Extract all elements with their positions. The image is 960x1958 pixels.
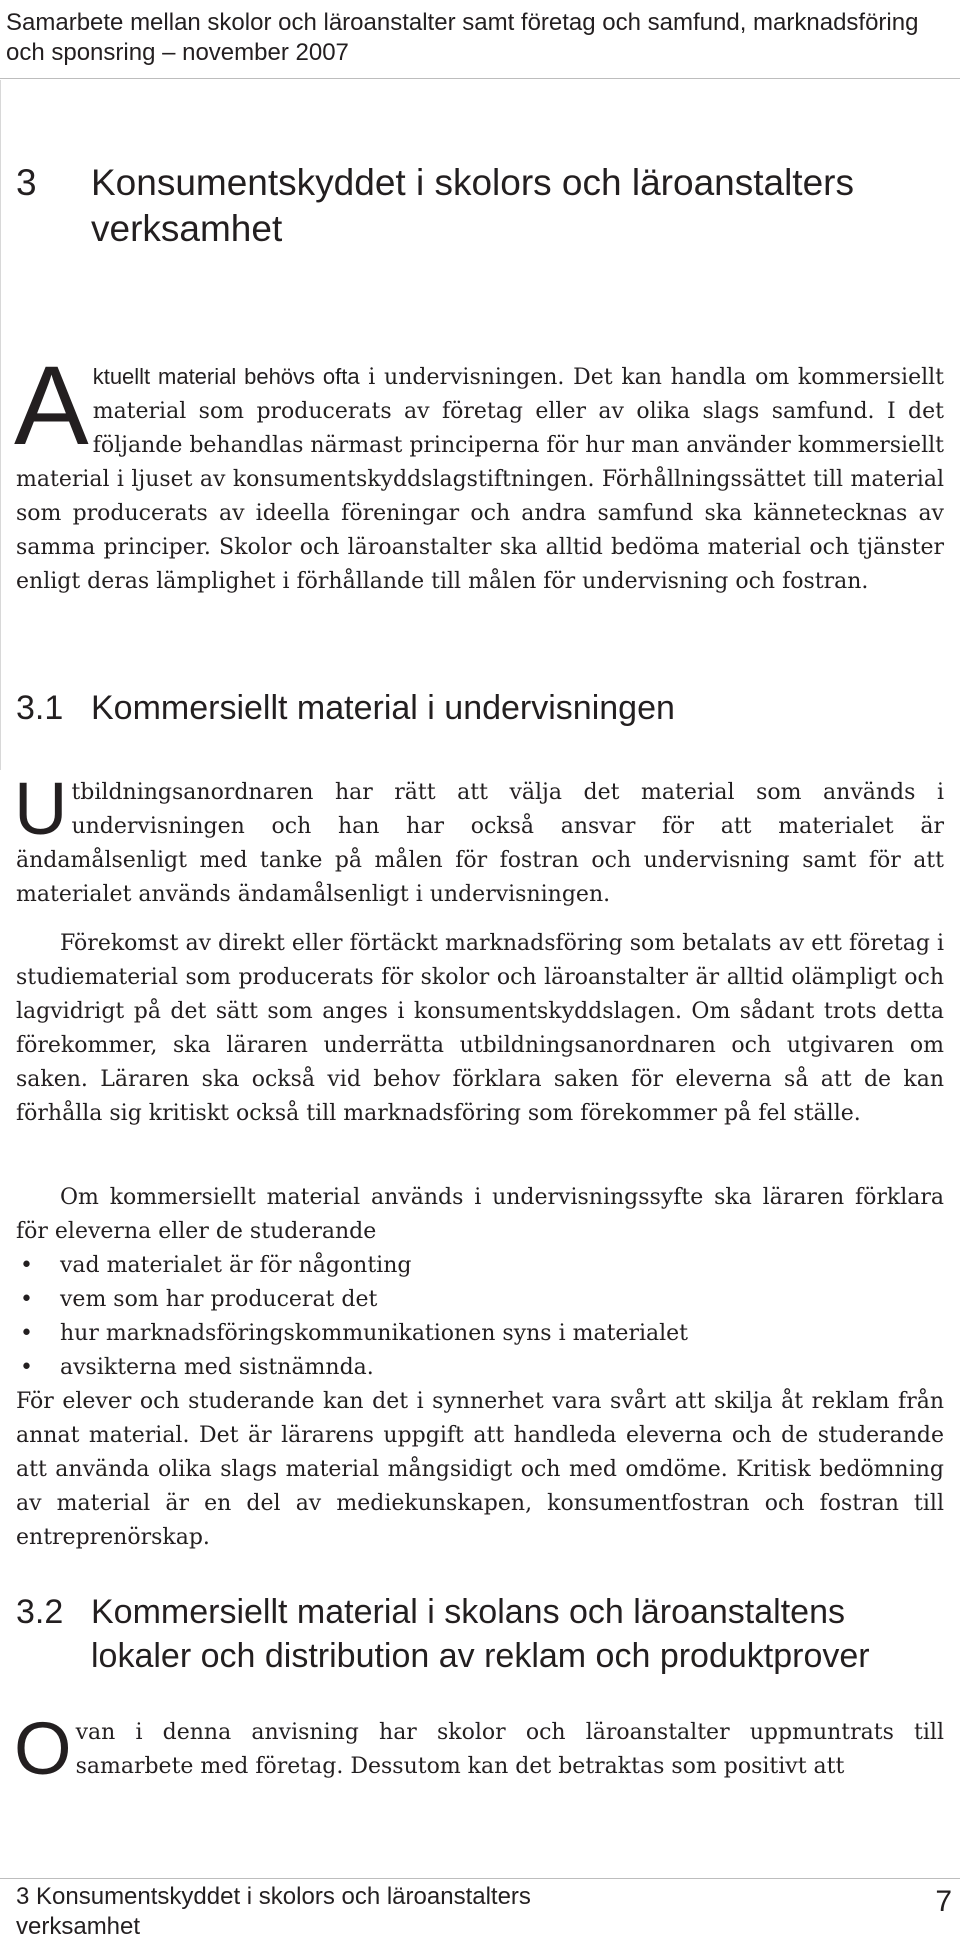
chapter-heading: [16, 160, 936, 252]
section-3-2-paragraph-1: [14, 1707, 944, 1790]
footer-chapter-label: 3 Konsumentskyddet i skolors och läroanstalters verksamhet: [16, 1883, 531, 1940]
list-item-text: avsikterna med sistnämnda.: [60, 1355, 374, 1380]
section-3-1-paragraph-1: [14, 767, 944, 912]
drop-cap: O: [14, 1707, 72, 1790]
bullet-list: [16, 1249, 944, 1385]
intro-text: i undervisningen. Det kan handla om kommersiellt material som producerats av företag eller av olika slags samfund. I det följande behandlas närmast principerna för hur man använder kommersiellt material i ljuset av konsumentskyddslagstiftningen. Förhållningssättet till material som producerats av ideella föreningar och andra samfund ska kännetecknas av samma principer. Skolor och läroanstalter ska alltid bedöma material och tjänster enligt deras lämplighet i förhållande till målen för undervisning och fostran.: [16, 365, 944, 594]
paragraph-text: van i denna anvisning har skolor och läroanstalter uppmuntrats till samarbete med företag. Dessutom kan det betraktas som positivt att: [75, 1720, 944, 1779]
lead-in-text: ktuellt material behövs ofta: [92, 364, 360, 389]
bullet-marker: •: [20, 1253, 33, 1278]
list-item-text: hur marknadsföringskommunikationen syns i materialet: [60, 1321, 689, 1346]
running-header: Samarbete mellan skolor och läroanstalter samt företag och samfund, marknadsföring och sponsring – november 2007: [6, 9, 919, 66]
list-item: [16, 1317, 944, 1351]
list-item-text: vad materialet är för någonting: [60, 1253, 412, 1278]
margin-line: [0, 80, 1, 770]
chapter-title: Konsumentskyddet i skolors och läroanstalters verksamhet: [91, 162, 854, 249]
footer-divider: [0, 1878, 960, 1879]
bullet-marker: •: [20, 1287, 33, 1312]
section-3-1-paragraph-3: Om kommersiellt material används i undervisningssyfte ska läraren förklara för eleverna eller de studerande: [16, 1185, 944, 1244]
chapter-intro-paragraph: [14, 343, 944, 599]
section-3-1-paragraph-4: För elever och studerande kan det i synnerhet vara svårt att skilja åt reklam från annat material. Det är lärarens uppgift att handleda eleverna och de studerande att använda olika slags material mångsidigt och med omdöme. Kritisk bedömning av material är en del av mediekunskapen, konsumentfostran och fostran till entreprenörskap.: [16, 1389, 944, 1550]
section-3-1-paragraph-2: Förekomst av direkt eller förtäckt marknadsföring som betalats av ett företag i studiematerial som producerats för skolor och läroanstalter är alltid olämpligt och lagvidrigt på det sätt som anges i konsumentskyddslagen. Om sådant trots detta förekommer, ska läraren underrätta utbildningsanordnaren och utgivaren om saken. Läraren ska också vid behov förklara saken för eleverna så att de kan förhålla sig kritiskt också till marknadsföring som förekommer på fel ställe.: [16, 931, 944, 1126]
section-3-1-heading: [16, 686, 936, 730]
drop-cap: U: [14, 767, 68, 850]
section-title: Kommersiellt material i undervisningen: [91, 689, 675, 727]
list-item: [16, 1249, 944, 1283]
section-number: 3.2: [16, 1593, 64, 1631]
section-number: 3.1: [16, 689, 64, 727]
list-item: [16, 1283, 944, 1317]
page-number: 7: [935, 1885, 952, 1918]
chapter-number: 3: [16, 162, 37, 203]
bullet-marker: •: [20, 1355, 33, 1380]
section-title: Kommersiellt material i skolans och läroanstaltens lokaler och distribution av reklam och produktprover: [91, 1593, 870, 1675]
list-item-text: vem som har producerat det: [60, 1287, 378, 1312]
list-item: [16, 1351, 944, 1385]
bullet-marker: •: [20, 1321, 33, 1346]
paragraph-text: tbildningsanordnaren har rätt att välja det material som används i undervisningen och han har också ansvar för att materialet är ändamålsenligt med tanke på målen för fostran och undervisning samt för att materialet används ändamålsenligt i undervisningen.: [16, 780, 944, 907]
header-divider: [0, 78, 960, 79]
drop-cap: A: [14, 343, 89, 468]
section-3-2-heading: [16, 1590, 936, 1678]
